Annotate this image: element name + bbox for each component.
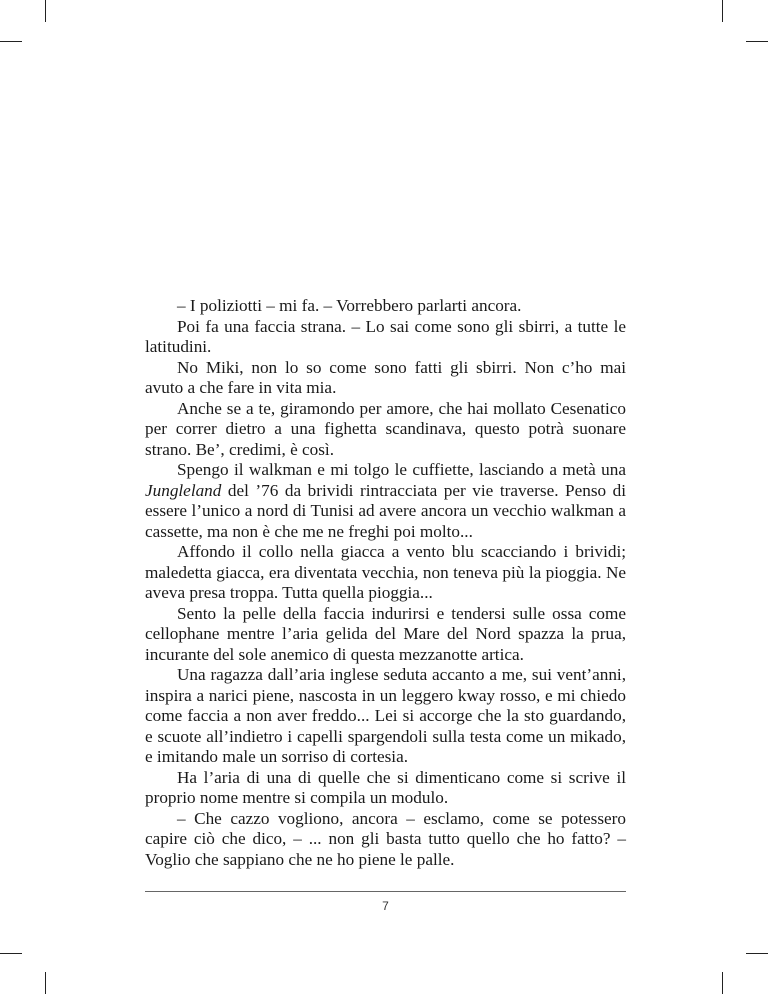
paragraph-5 [145,460,626,542]
paragraph-3: No Miki, non lo so come sono fatti gli sbirri. Non c’ho mai avuto a che fare in vita mia. [145,357,626,397]
crop-mark-bottom-right [722,972,723,994]
crop-mark-bottom-left [45,972,46,994]
paragraph-5-before: Spengo il walkman e mi tolgo le cuffiette, lasciando a metà una [177,460,626,479]
crop-mark-top-right-h [746,41,768,42]
paragraph-5-after: del ’76 da brividi rintracciata per vie traverse. Penso di essere l’unico a nord di Tunisi ad avere ancora un vecchio walkman a cassette, ma non è che me ne freghi poi molto... [145,480,626,541]
paragraph-10: – Che cazzo vogliono, ancora – esclamo, come se potessero capire ciò che dico, – ... non gli basta tutto quello che ho fatto? – Voglio che sappiano che ne ho piene le palle. [145,808,626,869]
paragraph-9: Ha l’aria di una di quelle che si dimenticano come si scrive il proprio nome mentre si compila un modulo. [145,767,626,807]
body-text [145,296,626,870]
crop-mark-top-left [45,0,46,22]
crop-mark-bottom-left-h [0,953,22,954]
paragraph-4: Anche se a te, giramondo per amore, che hai mollato Cesenatico per correr dietro a una fighetta scandinava, questo potrà suonare strano. Be’, credimi, è così. [145,398,626,459]
paragraph-8: Una ragazza dall’aria inglese seduta accanto a me, sui vent’anni, inspira a narici piene, nascosta in un leggero kway rosso, e mi chiedo come faccia a non aver freddo... Lei si accorge che la sto guardando, e scuote all’indietro i capelli spargendoli sulla testa come un mikado, e imitando male un sorriso di cortesia. [145,665,626,766]
paragraph-7: Sento la pelle della faccia indurirsi e tendersi sulle ossa come cellophane mentre l’aria gelida del Mare del Nord spazza la prua, incurante del sole anemico di questa mezzanotte artica. [145,603,626,664]
crop-mark-top-left-h [0,41,22,42]
page-number: 7 [382,899,389,913]
crop-mark-bottom-right-h [746,953,768,954]
paragraph-2: Poi fa una faccia strana. – Lo sai come sono gli sbirri, a tutte le latitudini. [145,316,626,356]
paragraph-1: – I poliziotti – mi fa. – Vorrebbero parlarti ancora. [177,296,522,315]
song-title: Jungleland [145,480,222,500]
footer-rule [145,891,626,892]
crop-mark-top-right [722,0,723,22]
paragraph-6: Affondo il collo nella giacca a vento blu scacciando i brividi; maledetta giacca, era diventata vecchia, non teneva più la pioggia. Ne aveva presa troppa. Tutta quella pioggia... [145,542,626,602]
